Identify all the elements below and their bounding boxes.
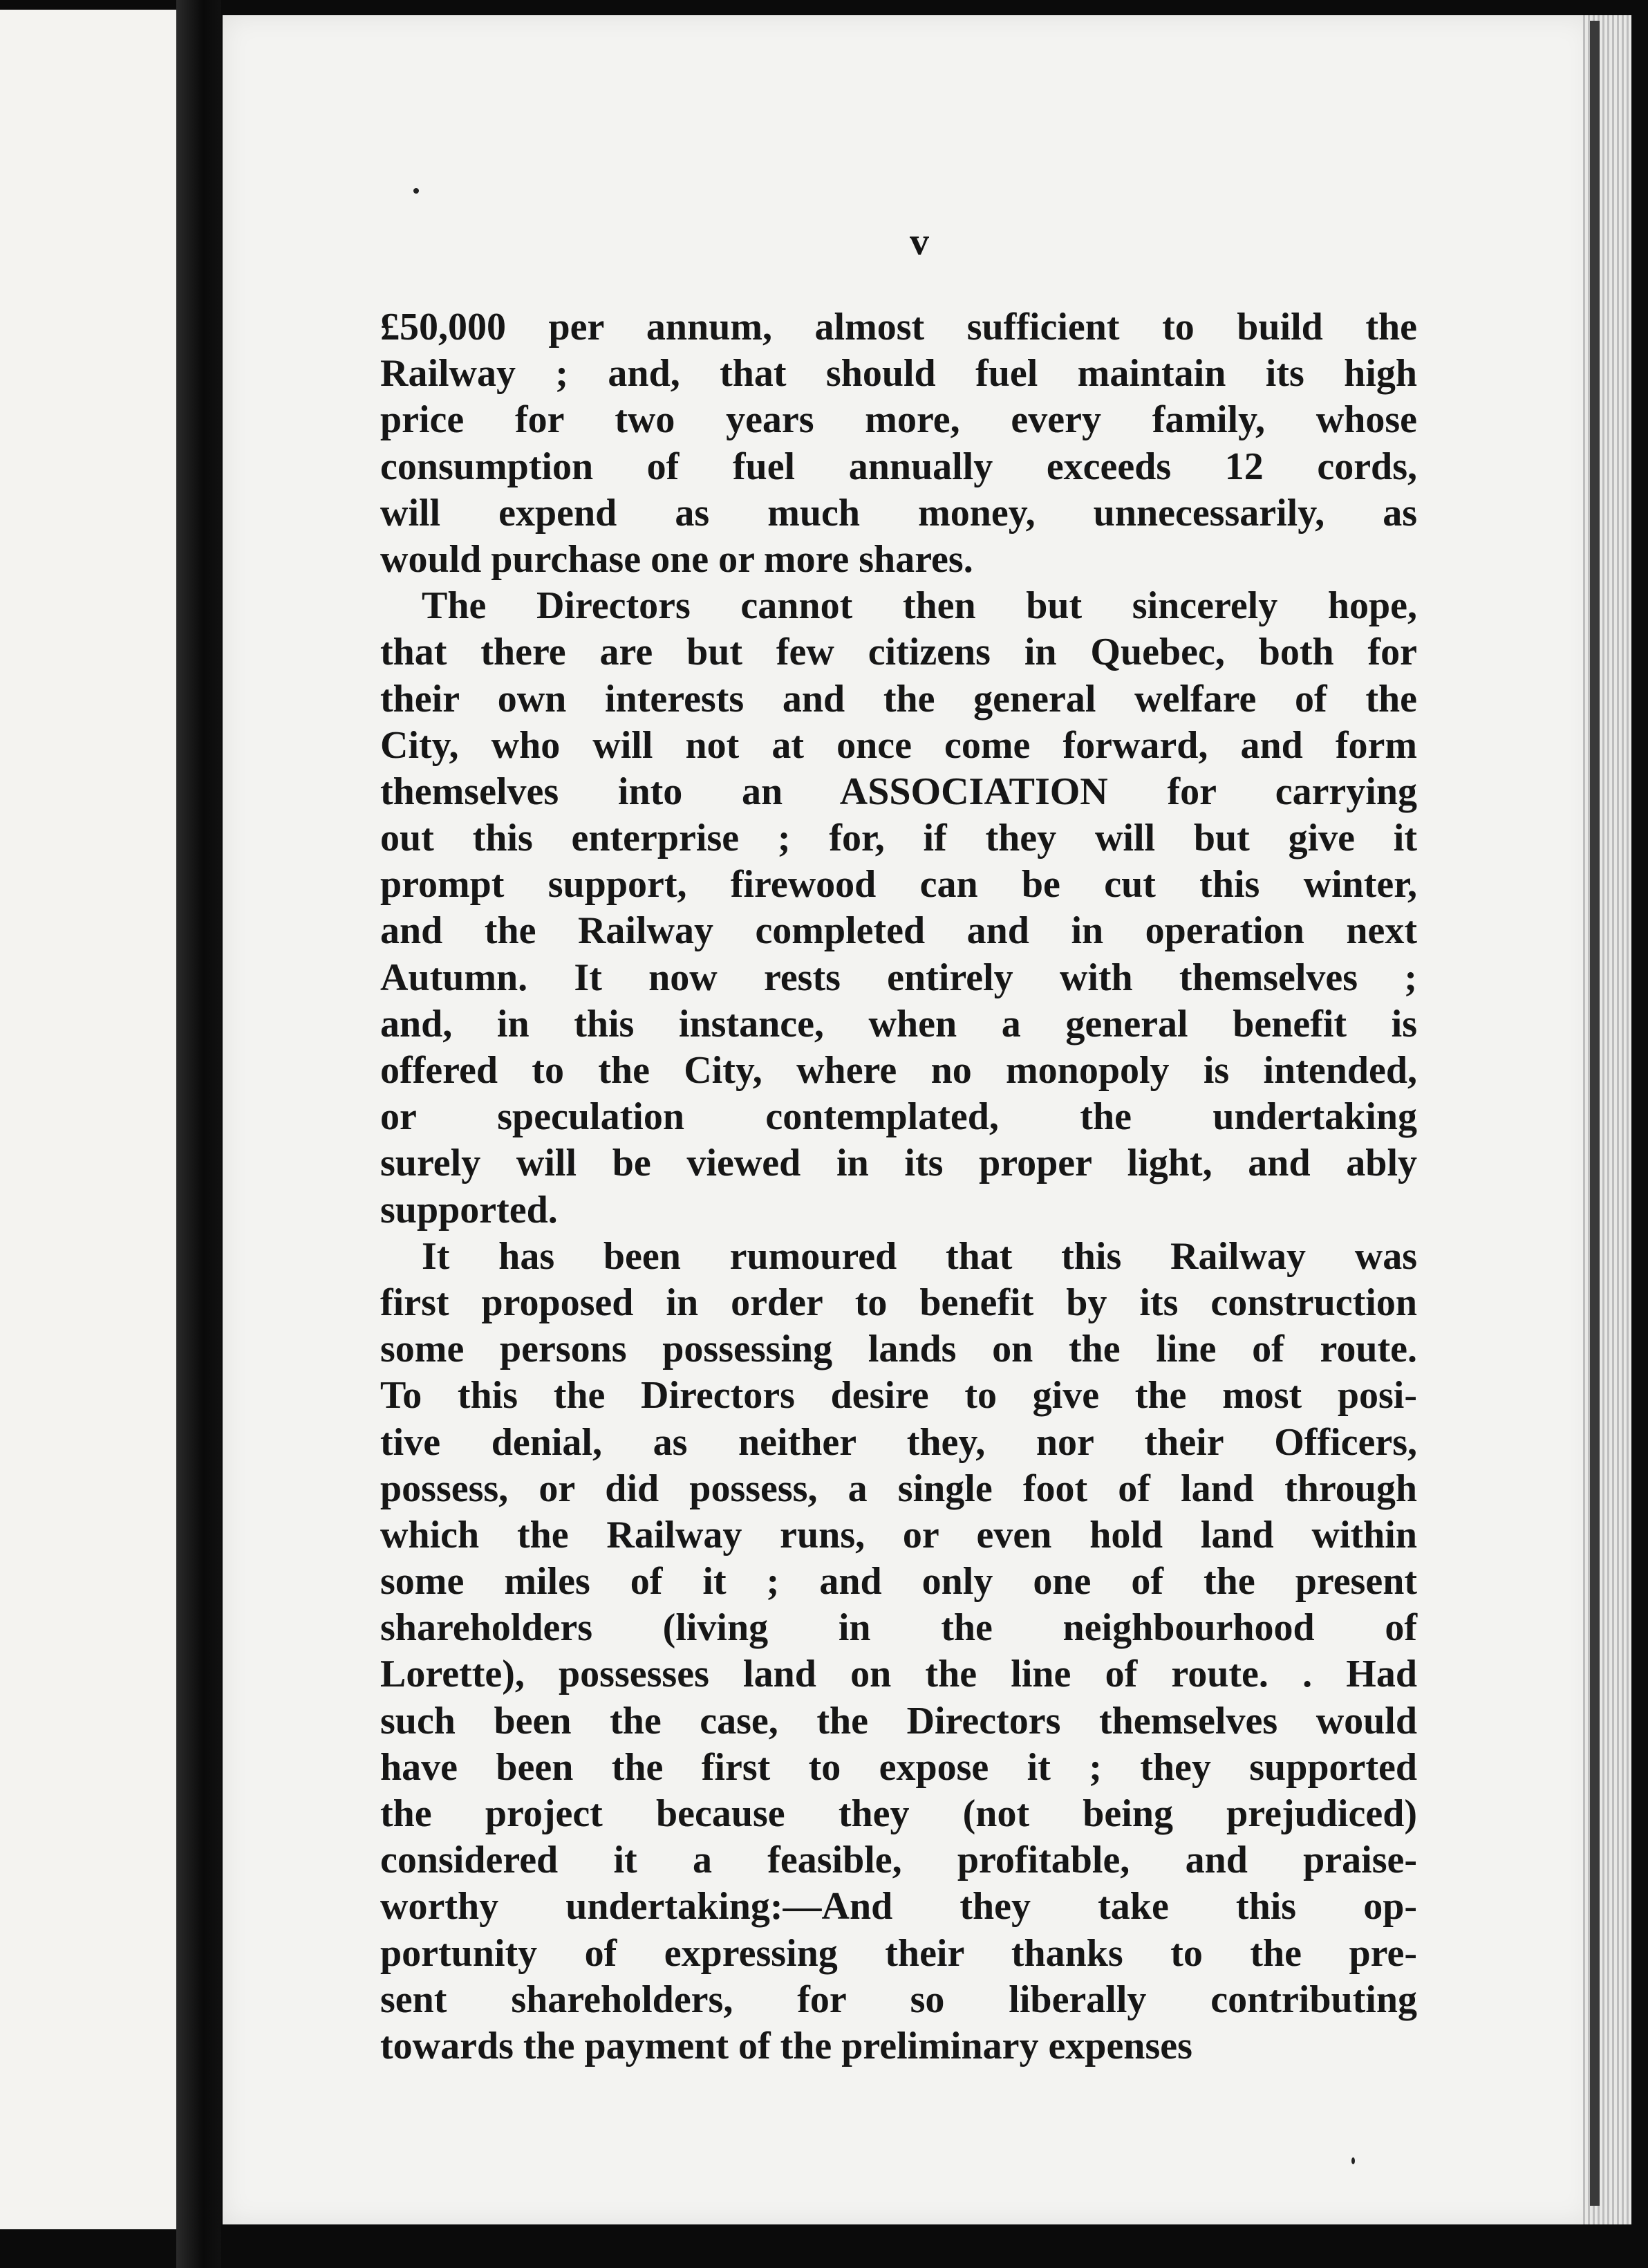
text-line: City, who will not at once come forward, and form xyxy=(380,723,1417,767)
page-number: v xyxy=(910,221,929,263)
text-line: out this enterprise ; for, if they will but give it xyxy=(380,817,1417,860)
text-line: offered to the City, where no monopoly is intended, xyxy=(380,1049,1417,1092)
text-line: supported. xyxy=(380,1188,558,1231)
text-line: surely will be viewed in its proper light, and ably xyxy=(380,1142,1417,1185)
text-line: To this the Directors desire to give the most posi- xyxy=(380,1374,1417,1418)
text-line: and the Railway completed and in operation next xyxy=(380,909,1417,953)
text-line: Lorette), possesses land on the line of route. . Had xyxy=(380,1653,1417,1696)
text-line: themselves into an ASSOCIATION for carrying xyxy=(380,770,1417,813)
paragraph xyxy=(380,304,1417,583)
text-line: will expend as much money, unnecessarily, as xyxy=(380,491,1417,535)
text-line: such been the case, the Directors themselves would xyxy=(380,1699,1417,1742)
ink-speck xyxy=(413,188,419,194)
text-line: which the Railway runs, or even hold land within xyxy=(380,1513,1417,1556)
text-line: considered it a feasible, profitable, and praise- xyxy=(380,1839,1417,1882)
gutter-shadow xyxy=(176,0,221,2268)
text-line: prompt support, firewood can be cut this winter, xyxy=(380,863,1417,907)
text-line: tive denial, as neither they, nor their Officers, xyxy=(380,1420,1417,1464)
text-line: Autumn. It now rests entirely with themselves ; xyxy=(380,956,1417,999)
text-line: would purchase one or more shares. xyxy=(380,537,973,581)
text-line: portunity of expressing their thanks to the pre- xyxy=(380,1931,1417,1975)
text-line: that there are but few citizens in Quebec, both for xyxy=(380,631,1417,674)
text-line: £50,000 per annum, almost sufficient to build the xyxy=(380,306,1417,348)
text-line: some miles of it ; and only one of the present xyxy=(380,1560,1417,1604)
text-line: price for two years more, every family, whose xyxy=(380,398,1417,442)
text-line: consumption of fuel annually exceeds 12 cords, xyxy=(380,445,1417,488)
paragraph xyxy=(380,1234,1417,2070)
text-line: possess, or did possess, a single foot of land through xyxy=(380,1467,1417,1510)
text-line: first proposed in order to benefit by its construction xyxy=(380,1281,1417,1324)
ink-speck xyxy=(1351,2157,1355,2164)
page-edge-shadow xyxy=(1590,21,1600,2206)
text-line: and, in this instance, when a general benefit is xyxy=(380,1002,1417,1045)
text-line: towards the payment of the preliminary expenses xyxy=(380,2024,1192,2067)
text-line: sent shareholders, for so liberally contributing xyxy=(380,1978,1417,2021)
text-line: have been the first to expose it ; they supported xyxy=(380,1745,1417,1789)
text-line: the project because they (not being prejudiced) xyxy=(380,1792,1417,1835)
text-line: worthy undertaking:—And they take this op- xyxy=(380,1885,1417,1928)
text-line: their own interests and the general welfare of the xyxy=(380,677,1417,721)
text-line: or speculation contemplated, the undertaking xyxy=(380,1095,1417,1139)
previous-page-edge xyxy=(0,10,187,2229)
text-line: some persons possessing lands on the line of route. xyxy=(380,1328,1417,1371)
paragraph xyxy=(380,583,1417,1234)
text-line: It has been rumoured that this Railway was xyxy=(422,1234,1417,1278)
text-line: The Directors cannot then but sincerely hope, xyxy=(422,584,1417,628)
text-line: Railway ; and, that should fuel maintain its high xyxy=(380,352,1417,396)
body-text xyxy=(380,304,1417,2070)
text-line: shareholders (living in the neighbourhood of xyxy=(380,1606,1417,1650)
